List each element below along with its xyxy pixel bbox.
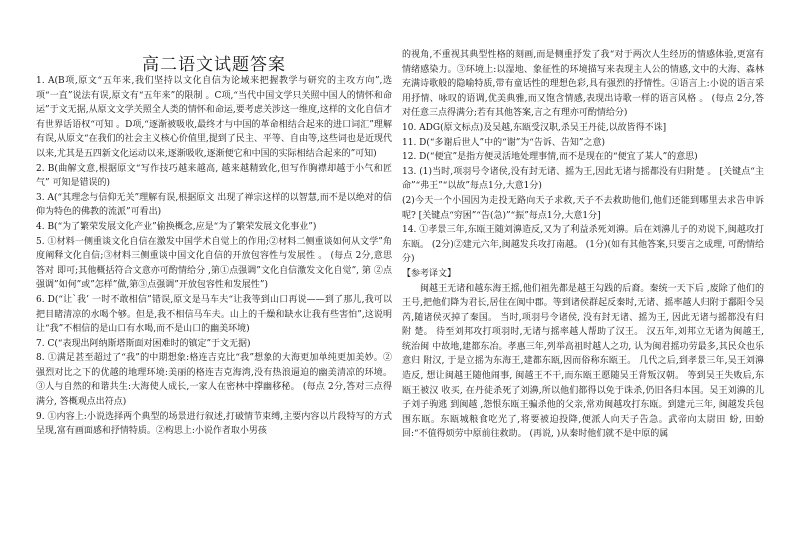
answer-7: 7. C(“表现出阿纳斯塔斯面对困难时的镇定”于文无据) (36, 338, 251, 349)
answer-9: 9. ①内容上:小说选择两个典型的场景进行叙述,打破情节束缚,主要内容以片段特写的方式呈现,富有画面感和抒情特质。②构思上:小说作者取小男孩 (36, 411, 392, 437)
answer-12: 12. D(“便宜”是指方便灵活地处理事情,而不是现在的“便宜了某人”的意思) (402, 152, 698, 163)
answer-3: 3. A(“其理念与信仰无关”理解有误,根据原文 出现了禅宗这样的以智慧,而不是以绝对的信仰为特色的佛教的流派”可看出) (36, 192, 392, 218)
answer-9-continued: 的视角,不重视其典型性格的刻画,而是侧重抒发了我“对于两次人生经历的情感体验,更富有情绪感染力。③环境上:以湿地、象征性的环境描写来表现主人公的情感,文中的大海、森林充满诗歌般的隐喻特质,带有童话性的理想色彩,具有强烈的抒情性。④语言上:小说的语言采用抒情、咏叹的语调,优美典雅,而又饱含情感,表现出诗歌一样的语言风格 。 (每点 2分,答对任意三点得满分;若有其他答案,言之有理亦可酌情给分) (402, 50, 764, 119)
right-column (402, 48, 764, 442)
answer-2: 2. B(曲解文意,根据原文“写作技巧越来越高, 越来越精致化,但写作胸襟却越于小气和匠气” 可知是错误的) (36, 163, 392, 189)
answer-5: 5. ①材料一侧重谈文化自信在激发中国学术自觉上的作用;②材料二侧重谈如何从文学”角度阐释文化自信;③材料三侧重谈中国文化自信的开放包容性与发展性 。 (每点 2分,意思答对 即可;其他概括符合文意亦可酌情给分 ,第①点强调”文化自信激发文化自觉”, 第 ②点强调”如何”或”怎样”做,第③点强调”开放包容性和发展性”) (36, 236, 392, 291)
answer-13-2: (2)今天一个小国因为走投无路向天子求救,天子不去救助他们,他们还能到哪里去求告申诉呢? [关键点“穷困”“告(急)”“振”每点1分,大意1分] (402, 195, 764, 221)
reference-translation-body: 闽越王无诸和越东海王摇,他们祖先都是越王勾践的后裔。秦统一天下后 ,废除了他们的王号,把他们降为君长,居住在闽中郡。等到诸侯群起反秦时,无诸、摇率越人归附于鄱阳令吴 芮,随诸侯灭掉了秦国。 当时,项羽号令诸侯, 没有封无诸、摇为王, 因此无诸与摇都没有归附 楚。 待至刘邦攻打项羽时,无诸与摇率越人帮助了汉王。 汉五年,刘邦立无诸为闽越王, 统治闽 中故地,建都东冶。孝惠三年,列举高祖时越人之功, 认为闽君摇功劳最多,其民众也乐意归 附汉, 于是立摇为东海王,建都东瓯,因而俗称东瓯王。 几代之后,到孝景三年,吴王刘濞造反, 想让闽越王随他闹事, 闽越王不干,而东瓯王愿随吴王背叛汉朝。 等到吴王失败后,东瓯王被汉 收买, 在丹徒杀死了刘濞,所以他们都得以免于诛杀,仍旧各归本国。吴王刘濞的儿子刘子驹逃 到闽越 ,怨恨东瓯王骗杀他的父亲,常劝闽越攻打东瓯。到建元三年, 闽越发兵包围东瓯。东瓯城粮食吃光了,将要被迫投降,便派人向天子告急。武帝向太尉田 蚡, 田蚡回:“不值得烦劳中原前往救助。 (再说, )从秦时他们就不是中原的属 (402, 283, 764, 440)
reference-translation-heading: 【参考译文】 (402, 268, 457, 279)
answer-6: 6. D(“让`我’ 一时不敢相信”错误,原文是马车夫“让我等到山口再说——到了那儿,我可以把目睹清凉的水喝个够。但是,我不相信马车夫。山上的千燥和缺水让我有些害怕”,这说明让“我”不相信的是山口有水喝,而不是山口的幽美环境) (36, 294, 392, 335)
answer-1: 1. A(B项,原文“五年来,我们坚持以文化自信为论域来把握教学与研究的主攻方向”,选项“一直”说法有误,原文有“五年来”的限制 。C项,“当代中国文学只关照中国人的情怀和命运”于文无据,从原文文学关照全人类的情怀和命运,要考虑关涉这一维度,这样的文化自信才有世界话语权“可知 。D项,“逐渐被吸收,最终才与中国的革命相结合起来的进口词汇”理解有误,从原文“在我们的社会主义核心价值里,提到了民主、平等、自由等,这些词也是近现代以来,尤其是五四新文化运动以来,逐渐吸收,逐渐便它和中国的实际相结合起来的”可知) (36, 76, 392, 159)
document-title: 高二语文试题答案 (142, 55, 286, 75)
answer-13-1: 13. (1)当时,项羽号令诸侯,没有封无诸、摇为王,因此无诸与摇都没有归附楚 。 [关键点“主命”“弗王”“以故”每点1分,大意1分) (402, 166, 764, 192)
left-column (36, 74, 392, 439)
answer-8: 8. ①满足甚至超过了“我”的中期想象:格连吉克比“我”想象的大海更加单纯更加美妙。②强烈对比之下的优越的地理环境:美丽的格连吉克海湾,没有热浪逼迫的幽美清凉的环境。③人与自然的和谐共生:大海使人成长,一家人在密林中撑幽移秘。 (每点 2分,答对三点得满分, 答概观点出符点) (36, 353, 392, 408)
answer-14: 14. ①孝景三年,东瓯王随刘濞造反,又为了利益杀死刘濞。后在刘濞儿子的劝说下,闽越攻打 东瓯。 (2分)②建元六年,闽越发兵攻打南越。 (1分)(如有其他答案,只要言之成理, 可酌情给分) (402, 225, 764, 265)
answer-11: 11. D(“多谢后世人”中的“谢”为“告诉、告知”之意) (402, 137, 606, 148)
answer-4: 4. B(“为了繁荣发展文化产业”偷换概念,应是“为了繁荣发展文化事业”) (36, 221, 317, 232)
answer-10: 10. ADG(原文标点)及吴越,东瓯受汉职,杀吴王丹徒,以故皆得不诛] (402, 122, 667, 133)
